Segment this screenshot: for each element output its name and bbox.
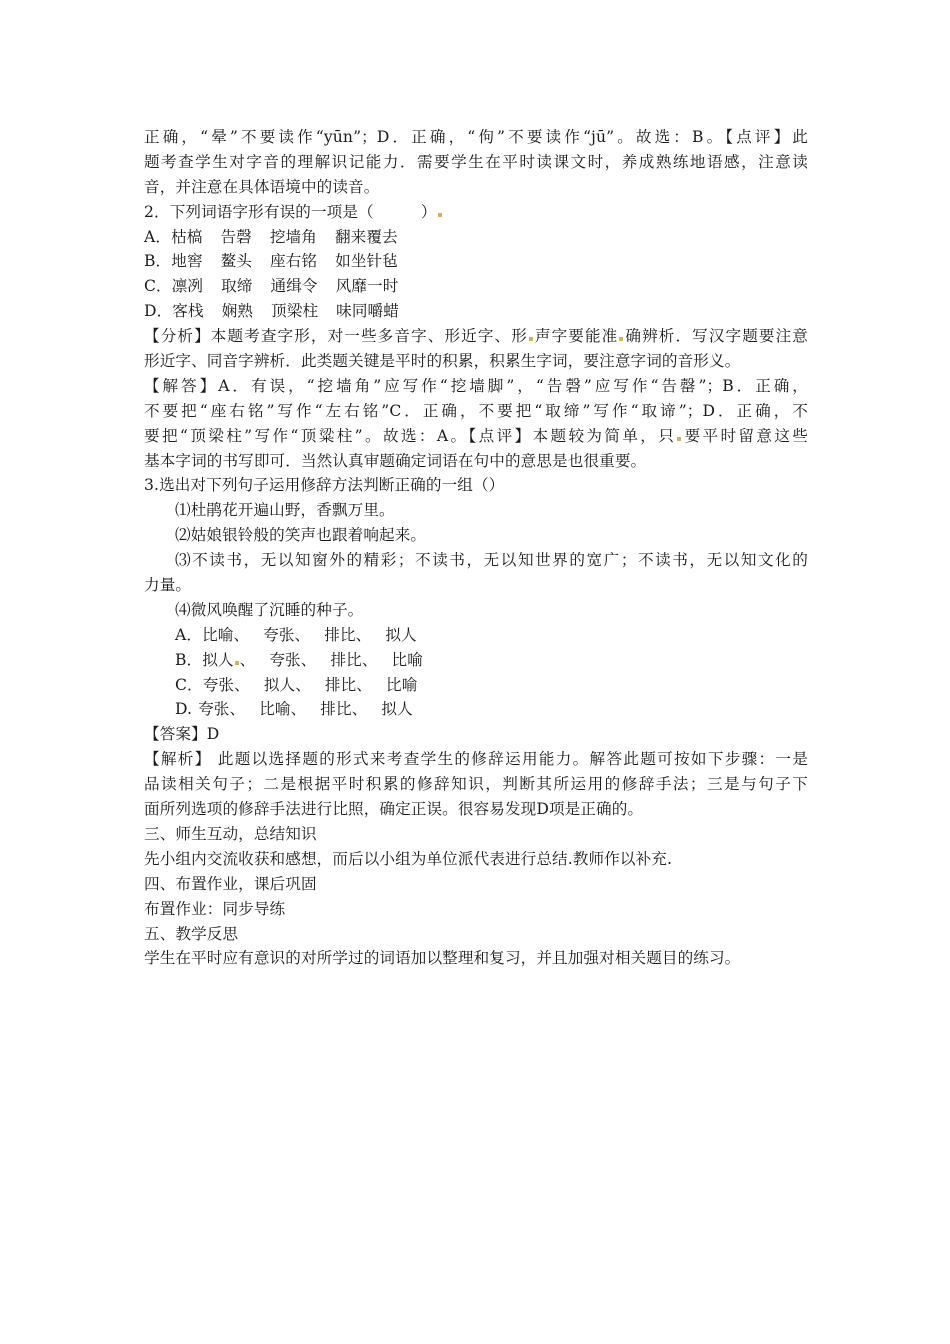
option-word: 娴熟 [221,302,254,321]
question-3-sentence-1: ⑴杜鹃花开遍山野，香飘万里。 [175,501,395,520]
option-item: 排比、 [330,650,378,669]
analysis-text: 声字要能准 [533,327,619,346]
question-2-stem [144,200,808,225]
option-item: 夸张、 [269,650,317,669]
question-2-answer-cont: 不要把“座右铭”写作“左右铭”C．正确，不要把“取缔”写作“取谛”；D．正确，不 [144,401,808,420]
question-3-sentence-4: ⑷微风唤醒了沉睡的种子。 [175,600,364,619]
paragraph-line: 正确，“晕”不要读作“yūn”；D．正确，“佝”不要读作“jū”。故选：B。【点评】此 [144,128,808,146]
option-item: 、 [239,650,256,669]
option-item: 拟人 [202,650,234,669]
question-3-option-d [144,697,808,722]
option-word: 凛冽 [171,277,204,296]
answer-text: 要把“顶梁柱”写作“顶粱柱”。故选：A。【点评】本题较为简单，只 [144,426,677,445]
paragraph-line: 音，并注意在具体语境中的读音。 [144,177,380,196]
question-3-option-c [144,673,808,698]
option-item: 排比、 [324,625,372,644]
question-stem-text: 2．下列词语字形有误的一项是（ ） [144,202,437,221]
question-3-option-a [144,623,808,648]
question-2-analysis-cont: 形近字、同音字辨析．此类题关键是平时的积累，积累生字词，要注意字词的音形义。 [144,352,741,371]
analysis-text: 确辨析．写汉字题要注意 [624,327,808,346]
question-2-answer-cont [144,424,808,449]
option-item: 比喻、 [202,625,250,644]
section-4-heading: 四、布置作业，课后巩固 [144,874,317,893]
question-2-option-b [144,249,808,274]
option-word: 挖墙角 [269,227,317,246]
question-3-sentence-3-cont: 力量。 [144,576,192,595]
artifact-mark-icon [529,337,533,341]
question-3-stem: 3.选出对下列句子运用修辞方法判断正确的一组（） [144,476,505,495]
analysis-text: 【分析】本题考查字形，对一些多音字、形近字、形 [144,327,528,346]
option-word: 座右铭 [270,252,318,271]
option-word: 告磬 [220,227,252,246]
question-3-explanation-cont: 品读相关句子；二是根据平时积累的修辞知识，判断其所运用的修辞手法；三是与句子下 [144,775,808,794]
artifact-mark-icon [438,213,442,217]
option-item: 拟人 [385,625,417,644]
option-item: 夸张、 [263,625,311,644]
option-label: A． [144,227,172,246]
option-item: 拟人 [381,700,413,719]
option-word: 鳌头 [220,252,253,271]
option-item: 比喻 [386,675,418,694]
question-2-answer: 【解答】A．有误，“挖墙角”应写作“挖墙脚”，“告磬”应写作“告罄”；B．正确， [144,376,808,395]
option-item: 夸张、 [198,700,246,719]
option-word: 枯槁 [171,227,203,246]
option-word: 翻来覆去 [334,227,398,246]
section-5-body: 学生在平时应有意识的对所学过的词语加以整理和复习，并且加强对相关题目的练习。 [144,949,741,968]
option-label: D． [144,302,173,321]
artifact-mark-icon [619,337,623,341]
option-label: B． [175,650,203,669]
question-2-analysis [144,324,808,349]
question-3-explanation: 【解析】 此题以选择题的形式来考查学生的修辞运用能力。解答此题可按如下步骤：一是 [144,750,808,769]
option-word: 地窖 [171,252,203,271]
option-label: A． [175,625,203,644]
question-3-sentence-3: ⑶不读书，无以知窗外的精彩；不读书，无以知世界的宽广；不读书，无以知文化的 [175,551,808,570]
document-page [144,125,808,971]
section-4-body: 布置作业：同步导练 [144,899,286,918]
answer-text: 要平时留意这些 [682,426,808,445]
option-label: D. [175,700,193,719]
option-word: 顶梁柱 [271,302,319,321]
question-3-option-b [144,648,808,673]
option-word: 客栈 [172,302,204,321]
option-label: B． [144,252,172,271]
question-3-answer: 【答案】D [144,725,220,744]
question-3-explanation-cont: 面所列选项的修辞手法进行比照，确定正误。很容易发现D项是正确的。 [144,800,644,819]
section-5-heading: 五、教学反思 [144,924,239,943]
question-2-answer-cont: 基本字词的书写即可．当然认真审题确定词语在句中的意思是也很重要。 [144,451,647,470]
option-item: 比喻 [391,650,423,669]
option-word: 取缔 [221,277,253,296]
question-2-option-d [144,299,808,324]
option-word: 如坐针毡 [335,252,398,271]
paragraph-line: 题考查学生对字音的理解识记能力．需要学生在平时读课文时，养成熟练地语感，注意读 [144,152,808,171]
artifact-mark-icon [677,437,681,441]
question-2-option-c [144,274,808,299]
option-label: C． [144,277,172,296]
option-item: 排比、 [324,675,373,694]
option-item: 拟人、 [263,675,311,694]
option-item: 排比、 [320,700,368,719]
section-3-body: 先小组内交流收获和感想，而后以小组为单位派代表进行总结.教师作以补充. [144,849,673,868]
artifact-mark-icon [235,661,239,665]
option-word: 味同嚼蜡 [336,302,399,321]
option-item: 比喻、 [259,700,307,719]
section-3-heading: 三、师生互动，总结知识 [144,824,317,843]
option-word: 风靡一时 [335,277,399,296]
question-3-sentence-2: ⑵姑娘银铃般的笑声也跟着响起来。 [175,526,427,545]
option-word: 通缉令 [270,277,318,296]
question-2-option-a [144,225,808,250]
option-item: 夸张、 [202,675,250,694]
option-label: C． [175,675,203,694]
